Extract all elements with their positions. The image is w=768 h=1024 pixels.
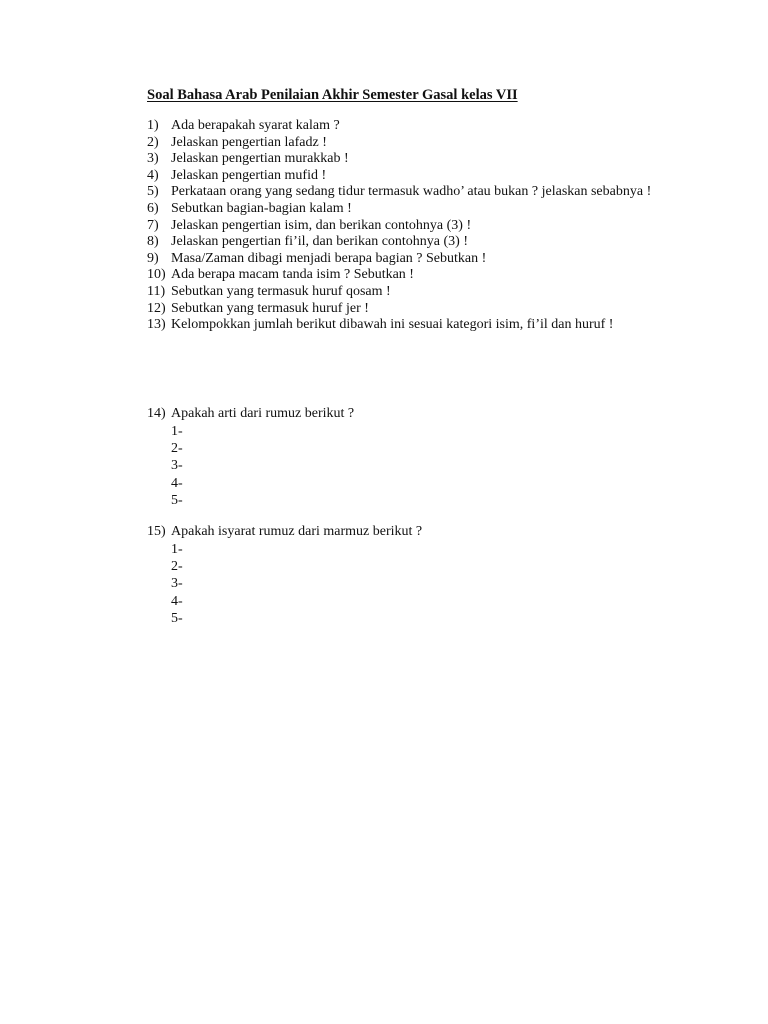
question-text: Jelaskan pengertian lafadz ! xyxy=(171,134,327,150)
question-text: Jelaskan pengertian mufid ! xyxy=(171,167,327,183)
question-text: Ada berapa macam tanda isim ? Sebutkan ! xyxy=(171,267,414,283)
question-text: Sebutkan yang termasuk huruf qosam ! xyxy=(171,283,391,299)
answer-blank: 3- xyxy=(171,576,183,592)
question-item xyxy=(147,184,675,201)
question-number: 2) xyxy=(147,134,159,150)
question-item xyxy=(147,201,675,218)
question-item xyxy=(147,267,675,284)
document-title: Soal Bahasa Arab Penilaian Akhir Semester Gasal kelas VII xyxy=(147,87,518,103)
question-text: Kelompokkan jumlah berikut dibawah ini sesuai kategori isim, fi’il dan huruf ! xyxy=(171,317,614,333)
question-number: 9) xyxy=(147,250,159,266)
document-page xyxy=(147,86,675,334)
question-number: 13) xyxy=(147,317,166,333)
question-item xyxy=(147,168,675,185)
answer-blank: 5- xyxy=(171,611,183,627)
question-item xyxy=(147,284,675,301)
answer-blank-list xyxy=(147,423,675,510)
question-text: Sebutkan bagian-bagian kalam ! xyxy=(171,200,352,216)
question-item xyxy=(147,301,675,318)
question-number: 8) xyxy=(147,234,159,250)
question-text: Perkataan orang yang sedang tidur termasuk wadho’ atau bukan ? jelaskan sebabnya ! xyxy=(171,184,652,200)
answer-blank: 1- xyxy=(171,423,183,439)
question-text: Apakah isyarat rumuz dari marmuz berikut ? xyxy=(171,524,423,539)
question-text: Jelaskan pengertian fi’il, dan berikan contohnya (3) ! xyxy=(171,234,469,250)
question-number: 15) xyxy=(147,524,166,539)
question-number: 4) xyxy=(147,167,159,183)
question-text: Sebutkan yang termasuk huruf jer ! xyxy=(171,300,369,316)
question-number: 5) xyxy=(147,184,159,200)
question-number: 3) xyxy=(147,151,159,167)
question-item xyxy=(147,317,675,334)
answer-blank: 2- xyxy=(171,559,183,574)
question-list xyxy=(147,118,675,334)
question-item xyxy=(147,234,675,251)
answer-blank: 4- xyxy=(171,593,183,609)
question-text: Jelaskan pengertian murakkab ! xyxy=(171,151,349,167)
question-text: Masa/Zaman dibagi menjadi berapa bagian ? Sebutkan ! xyxy=(171,250,487,266)
question-item xyxy=(147,118,675,135)
question-number: 12) xyxy=(147,300,166,316)
question-text: Jelaskan pengertian isim, dan berikan contohnya (3) ! xyxy=(171,217,472,233)
question-item xyxy=(147,524,675,541)
question-item xyxy=(147,135,675,152)
question-number: 11) xyxy=(147,283,166,299)
question-text: Ada berapakah syarat kalam ? xyxy=(171,118,340,133)
question-14-block xyxy=(147,406,675,510)
answer-blank: 1- xyxy=(171,541,183,557)
question-number: 10) xyxy=(147,267,166,283)
question-15-block xyxy=(147,524,675,628)
question-item xyxy=(147,151,675,168)
question-number: 6) xyxy=(147,200,159,216)
question-number: 1) xyxy=(147,118,159,133)
answer-blank: 4- xyxy=(171,475,183,491)
question-item xyxy=(147,251,675,268)
question-item xyxy=(147,406,675,423)
question-number: 7) xyxy=(147,217,159,233)
question-number: 14) xyxy=(147,406,166,421)
answer-blank: 5- xyxy=(171,493,183,509)
answer-blank: 2- xyxy=(171,441,183,456)
answer-blank: 3- xyxy=(171,458,183,474)
answer-blank-list xyxy=(147,541,675,628)
question-item xyxy=(147,218,675,235)
question-text: Apakah arti dari rumuz berikut ? xyxy=(171,406,355,421)
